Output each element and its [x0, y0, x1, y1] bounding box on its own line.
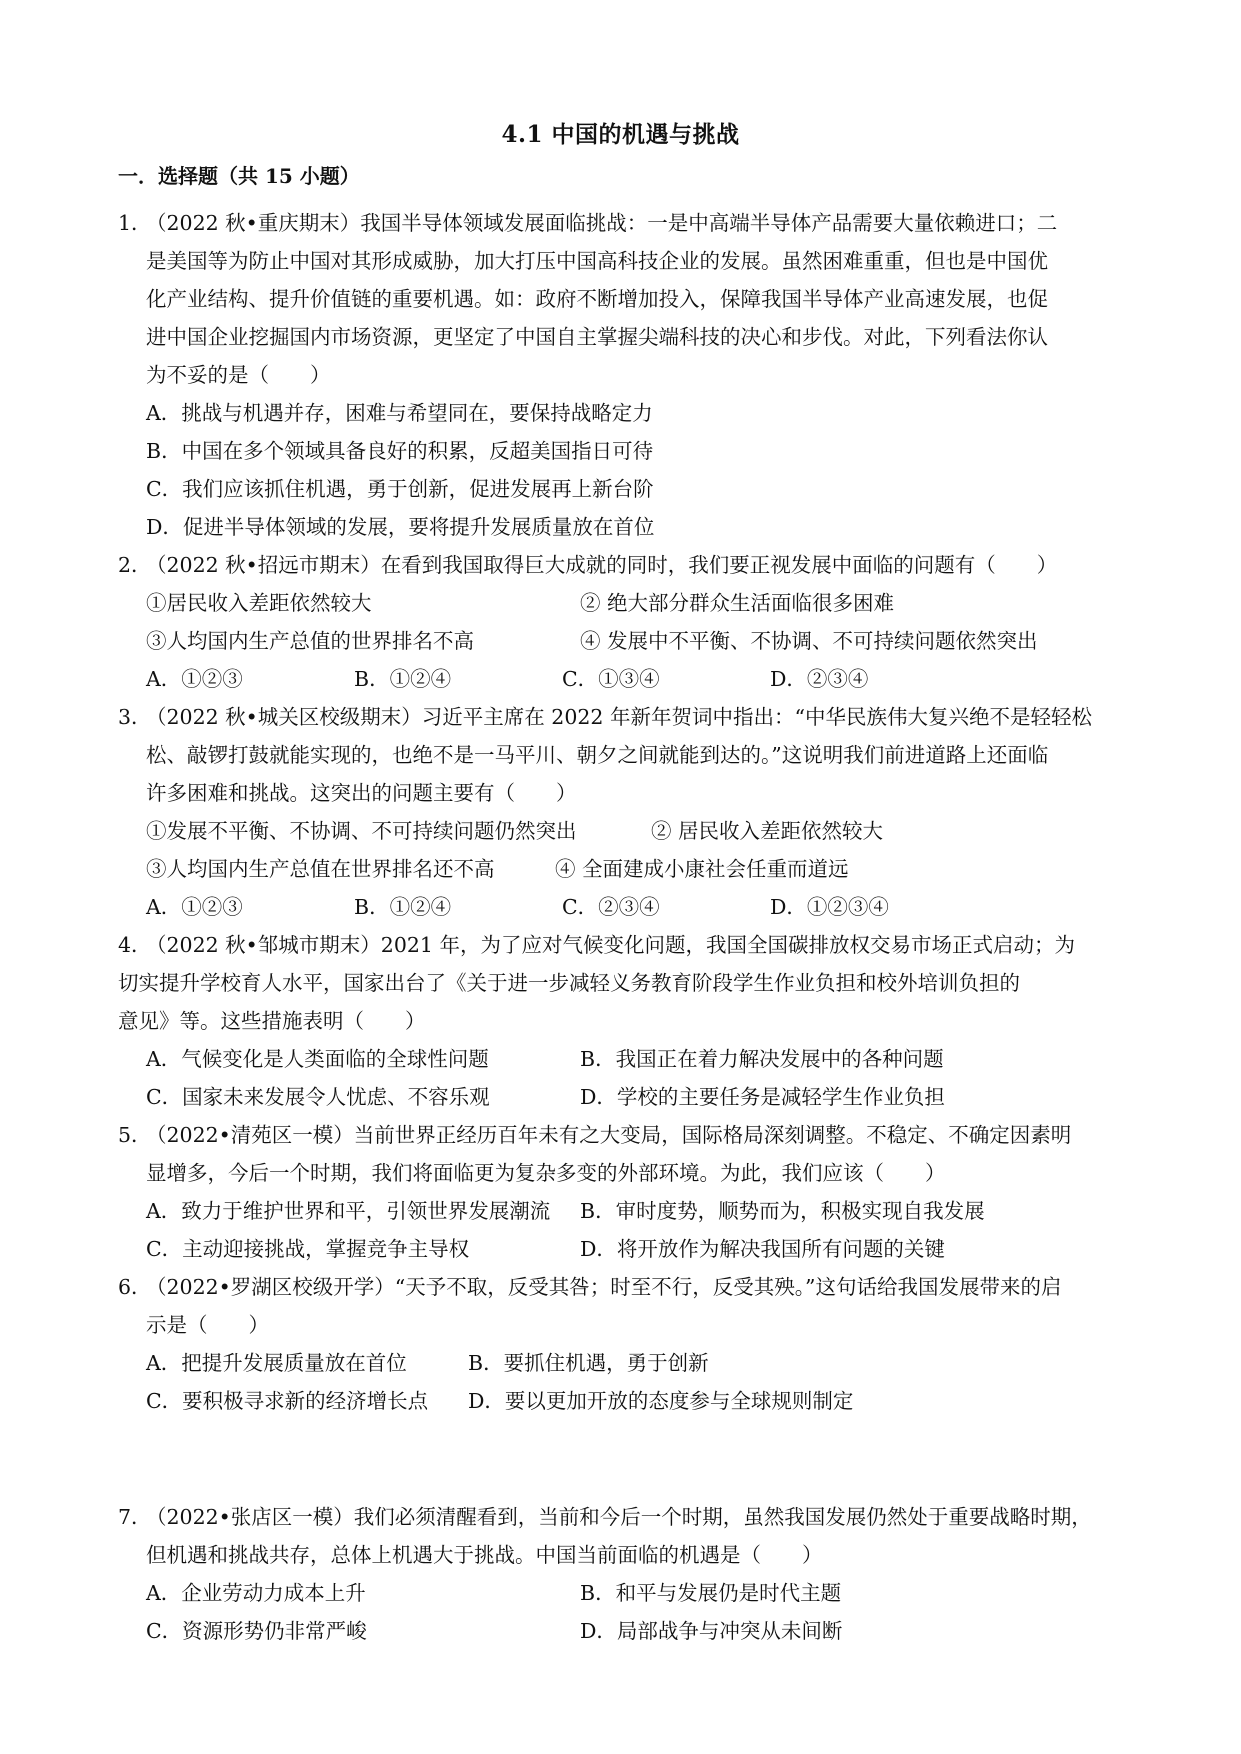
question-2	[118, 546, 1128, 698]
statement-2: ② 居民收入差距依然较大	[651, 819, 884, 843]
question-text-line: （2022•清苑区一模）当前世界正经历百年未有之大变局，国际格局深刻调整。不稳定、不确定因素明	[146, 1123, 1072, 1147]
option-a: A．挑战与机遇并存，困难与希望同在，要保持战略定力	[146, 401, 653, 425]
option-b: B．中国在多个领域具备良好的积累，反超美国指日可待	[146, 439, 654, 463]
option-d: D．①②③④	[770, 895, 889, 919]
option-a: A．致力于维护世界和平，引领世界发展潮流	[146, 1199, 551, 1223]
question-5	[118, 1116, 1128, 1268]
statement-2: ② 绝大部分群众生活面临很多困难	[580, 591, 895, 615]
question-number: 5．	[118, 1123, 152, 1147]
statement-4: ④ 全面建成小康社会任重而道远	[555, 857, 849, 881]
question-text-line: （2022•张店区一模）我们必须清醒看到，当前和今后一个时期，虽然我国发展仍然处于重要战略时期，	[146, 1505, 1092, 1529]
question-text-line: （2022 秋•城关区校级期末）习近平主席在 2022 年新年贺词中指出：“中华民族伟大复兴绝不是轻轻松	[146, 705, 1092, 729]
statement-3: ③人均国内生产总值的世界排名不高	[146, 629, 474, 653]
option-b: B．①②④	[354, 667, 452, 691]
option-c: C．②③④	[562, 895, 660, 919]
question-1	[118, 204, 1128, 546]
option-b: B．要抓住机遇，勇于创新	[468, 1351, 709, 1375]
question-text-line: 意见》等。这些措施表明（ ）	[118, 1009, 426, 1033]
option-a: A．气候变化是人类面临的全球性问题	[146, 1047, 489, 1071]
option-d: D．促进半导体领域的发展，要将提升发展质量放在首位	[146, 515, 655, 539]
page-title: 4.1 中国的机遇与挑战	[501, 121, 740, 148]
question-7	[118, 1498, 1128, 1650]
question-text-line: 切实提升学校育人水平，国家出台了《关于进一步减轻义务教育阶段学生作业负担和校外培训负担的	[118, 971, 1020, 995]
question-number: 7．	[118, 1505, 152, 1529]
question-text-line: 化产业结构、提升价值链的重要机遇。如：政府不断增加投入，保障我国半导体产业高速发展，也促	[146, 287, 1048, 311]
question-number: 1．	[118, 211, 152, 235]
option-c: C．资源形势仍非常严峻	[146, 1619, 367, 1643]
question-text-line: （2022 秋•招远市期末）在看到我国取得巨大成就的同时，我们要正视发展中面临的问题有（ ）	[146, 553, 1058, 577]
question-text-line: 是美国等为防止中国对其形成威胁，加大打压中国高科技企业的发展。虽然困难重重，但也是中国优	[146, 249, 1048, 273]
option-b: B．审时度势，顺势而为，积极实现自我发展	[580, 1199, 985, 1223]
question-3	[118, 698, 1128, 926]
option-d: D．将开放作为解决我国所有问题的关键	[580, 1237, 945, 1261]
option-c: C．国家未来发展令人忧虑、不容乐观	[146, 1085, 490, 1109]
option-a: A．①②③	[146, 895, 243, 919]
option-a: A．把提升发展质量放在首位	[146, 1351, 407, 1375]
option-d: D．②③④	[770, 667, 869, 691]
question-text-line: 显增多，今后一个时期，我们将面临更为复杂多变的外部环境。为此，我们应该（ ）	[146, 1161, 946, 1185]
question-text-line: 但机遇和挑战共存，总体上机遇大于挑战。中国当前面临的机遇是（ ）	[146, 1543, 823, 1567]
question-number: 3．	[118, 705, 152, 729]
option-d: D．学校的主要任务是减轻学生作业负担	[580, 1085, 945, 1109]
question-text-line: （2022•罗湖区校级开学）“天予不取，反受其咎；时至不行，反受其殃。”这句话给我国发展带来的启	[146, 1275, 1062, 1299]
option-b: B．和平与发展仍是时代主题	[580, 1581, 842, 1605]
statement-1: ①发展不平衡、不协调、不可持续问题仍然突出	[146, 819, 577, 843]
question-text-line: 松、敲锣打鼓就能实现的，也绝不是一马平川、朝夕之间就能到达的。”这说明我们前进道路上还面临	[146, 743, 1049, 767]
question-text-line: （2022 秋•邹城市期末）2021 年，为了应对气候变化问题，我国全国碳排放权交易市场正式启动；为	[146, 933, 1075, 957]
option-d: D．局部战争与冲突从未间断	[580, 1619, 843, 1643]
question-6	[118, 1268, 1128, 1420]
statement-1: ①居民收入差距依然较大	[146, 591, 372, 615]
question-text-line: 为不妥的是（ ）	[146, 363, 331, 387]
option-a: A．企业劳动力成本上升	[146, 1581, 366, 1605]
option-b: B．①②④	[354, 895, 452, 919]
option-b: B．我国正在着力解决发展中的各种问题	[580, 1047, 944, 1071]
option-c: C．要积极寻求新的经济增长点	[146, 1389, 429, 1413]
statement-3: ③人均国内生产总值在世界排名还不高	[146, 857, 495, 881]
question-number: 2．	[118, 553, 152, 577]
question-number: 4．	[118, 933, 152, 957]
question-text-line: 示是（ ）	[146, 1313, 269, 1337]
question-number: 6．	[118, 1275, 152, 1299]
option-c: C．①③④	[562, 667, 660, 691]
option-d: D．要以更加开放的态度参与全球规则制定	[468, 1389, 854, 1413]
statement-4: ④ 发展中不平衡、不协调、不可持续问题依然突出	[580, 629, 1038, 653]
option-a: A．①②③	[146, 667, 243, 691]
question-text-line: 许多困难和挑战。这突出的问题主要有（ ）	[146, 781, 577, 805]
question-text-line: 进中国企业挖掘国内市场资源，更坚定了中国自主掌握尖端科技的决心和步伐。对此，下列看法你认	[146, 325, 1048, 349]
option-c: C．主动迎接挑战，掌握竞争主导权	[146, 1237, 470, 1261]
question-4	[118, 926, 1128, 1116]
question-text-line: （2022 秋•重庆期末）我国半导体领域发展面临挑战：一是中高端半导体产品需要大量依赖进口；二	[146, 211, 1058, 235]
section-heading: 一．选择题（共 15 小题）	[118, 164, 360, 188]
option-c: C．我们应该抓住机遇，勇于创新，促进发展再上新台阶	[146, 477, 654, 501]
